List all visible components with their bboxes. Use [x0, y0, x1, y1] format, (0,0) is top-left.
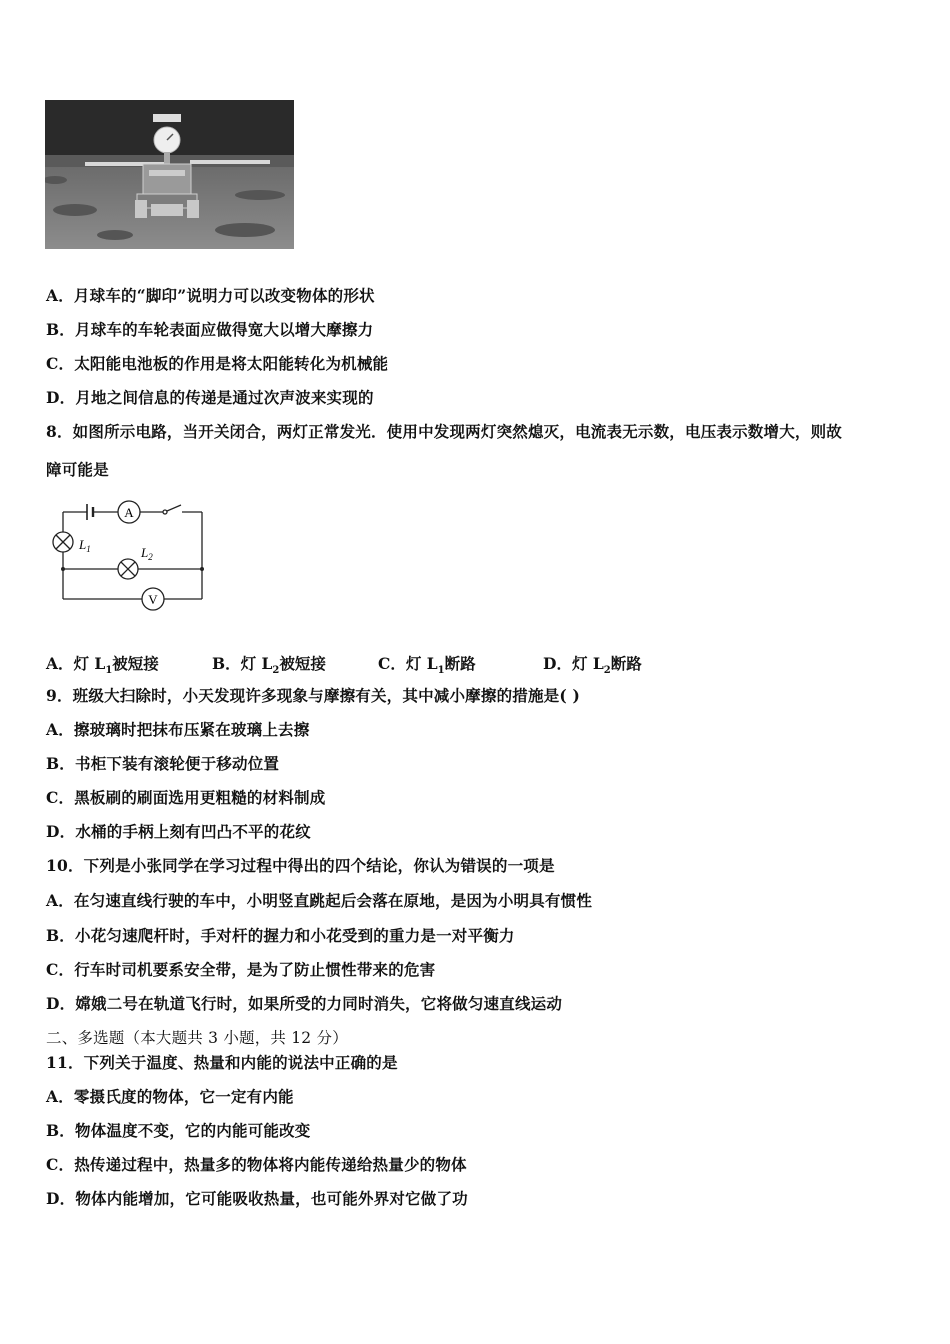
- q11-option-c: C．热传递过程中，热量多的物体将内能传递给热量少的物体: [46, 1155, 467, 1174]
- q8-stem-line2: 障可能是: [46, 460, 109, 479]
- q10-option-a: A．在匀速直线行驶的车中，小明竖直跳起后会落在原地，是因为小明具有惯性: [46, 891, 593, 910]
- lamp2-label: $L_2$: [141, 545, 153, 562]
- q10-option-d: D．嫦娥二号在轨道飞行时，如果所受的力同时消失，它将做匀速直线运动: [46, 994, 563, 1013]
- q9-option-a: A．擦玻璃时把抹布压紧在玻璃上去擦: [46, 720, 310, 739]
- q11-option-d: D．物体内能增加，它可能吸收热量，也可能外界对它做了功: [46, 1189, 468, 1208]
- q10-stem: 10．下列是小张同学在学习过程中得出的四个结论，你认为错误的一项是: [46, 856, 555, 875]
- q8-stem-line1: 8．如图所示电路，当开关闭合，两灯正常发光．使用中发现两灯突然熄灭，电流表无示数，电压表示数增大，则故: [46, 422, 842, 441]
- lunar-rover-photo: [45, 100, 294, 249]
- q7-option-b: B．月球车的车轮表面应做得宽大以增大摩擦力: [46, 320, 374, 339]
- q9-option-d: D．水桶的手柄上刻有凹凸不平的花纹: [46, 822, 311, 841]
- q8-option-a: A．灯 $L_1$被短接: [46, 654, 159, 677]
- q8-option-d: D．灯 $L_2$断路: [543, 654, 642, 677]
- q10-option-b: B．小花匀速爬杆时，手对杆的握力和小花受到的重力是一对平衡力: [46, 926, 515, 945]
- voltmeter-label: V: [148, 592, 158, 607]
- q8-option-c: C．灯 $L_1$断路: [378, 654, 476, 677]
- q7-option-a: A．月球车的“脚印”说明力可以改变物体的形状: [46, 286, 375, 305]
- section-heading-multiple-choice: 二、多选题（本大题共 3 小题，共 12 分）: [46, 1029, 348, 1047]
- q11-option-a: A．零摄氏度的物体，它一定有内能: [46, 1087, 294, 1106]
- lamp1-label: $L_1$: [79, 537, 91, 554]
- q10-option-c: C．行车时司机要系安全带，是为了防止惯性带来的危害: [46, 960, 436, 979]
- q9-option-b: B．书柜下装有滚轮便于移动位置: [46, 754, 280, 773]
- q9-stem: 9．班级大扫除时，小天发现许多现象与摩擦有关，其中减小摩擦的措施是( ): [46, 686, 581, 705]
- q7-option-d: D．月地之间信息的传递是通过次声波来实现的: [46, 388, 374, 407]
- ammeter-label: A: [124, 505, 134, 520]
- q11-stem: 11．下列关于温度、热量和内能的说法中正确的是: [46, 1053, 398, 1072]
- q11-option-b: B．物体温度不变，它的内能可能改变: [46, 1121, 311, 1140]
- q9-option-c: C．黑板刷的刷面选用更粗糙的材料制成: [46, 788, 326, 807]
- q8-option-b: B．灯 $L_2$被短接: [212, 654, 326, 677]
- circuit-diagram: [45, 494, 210, 616]
- q7-option-c: C．太阳能电池板的作用是将太阳能转化为机械能: [46, 354, 389, 373]
